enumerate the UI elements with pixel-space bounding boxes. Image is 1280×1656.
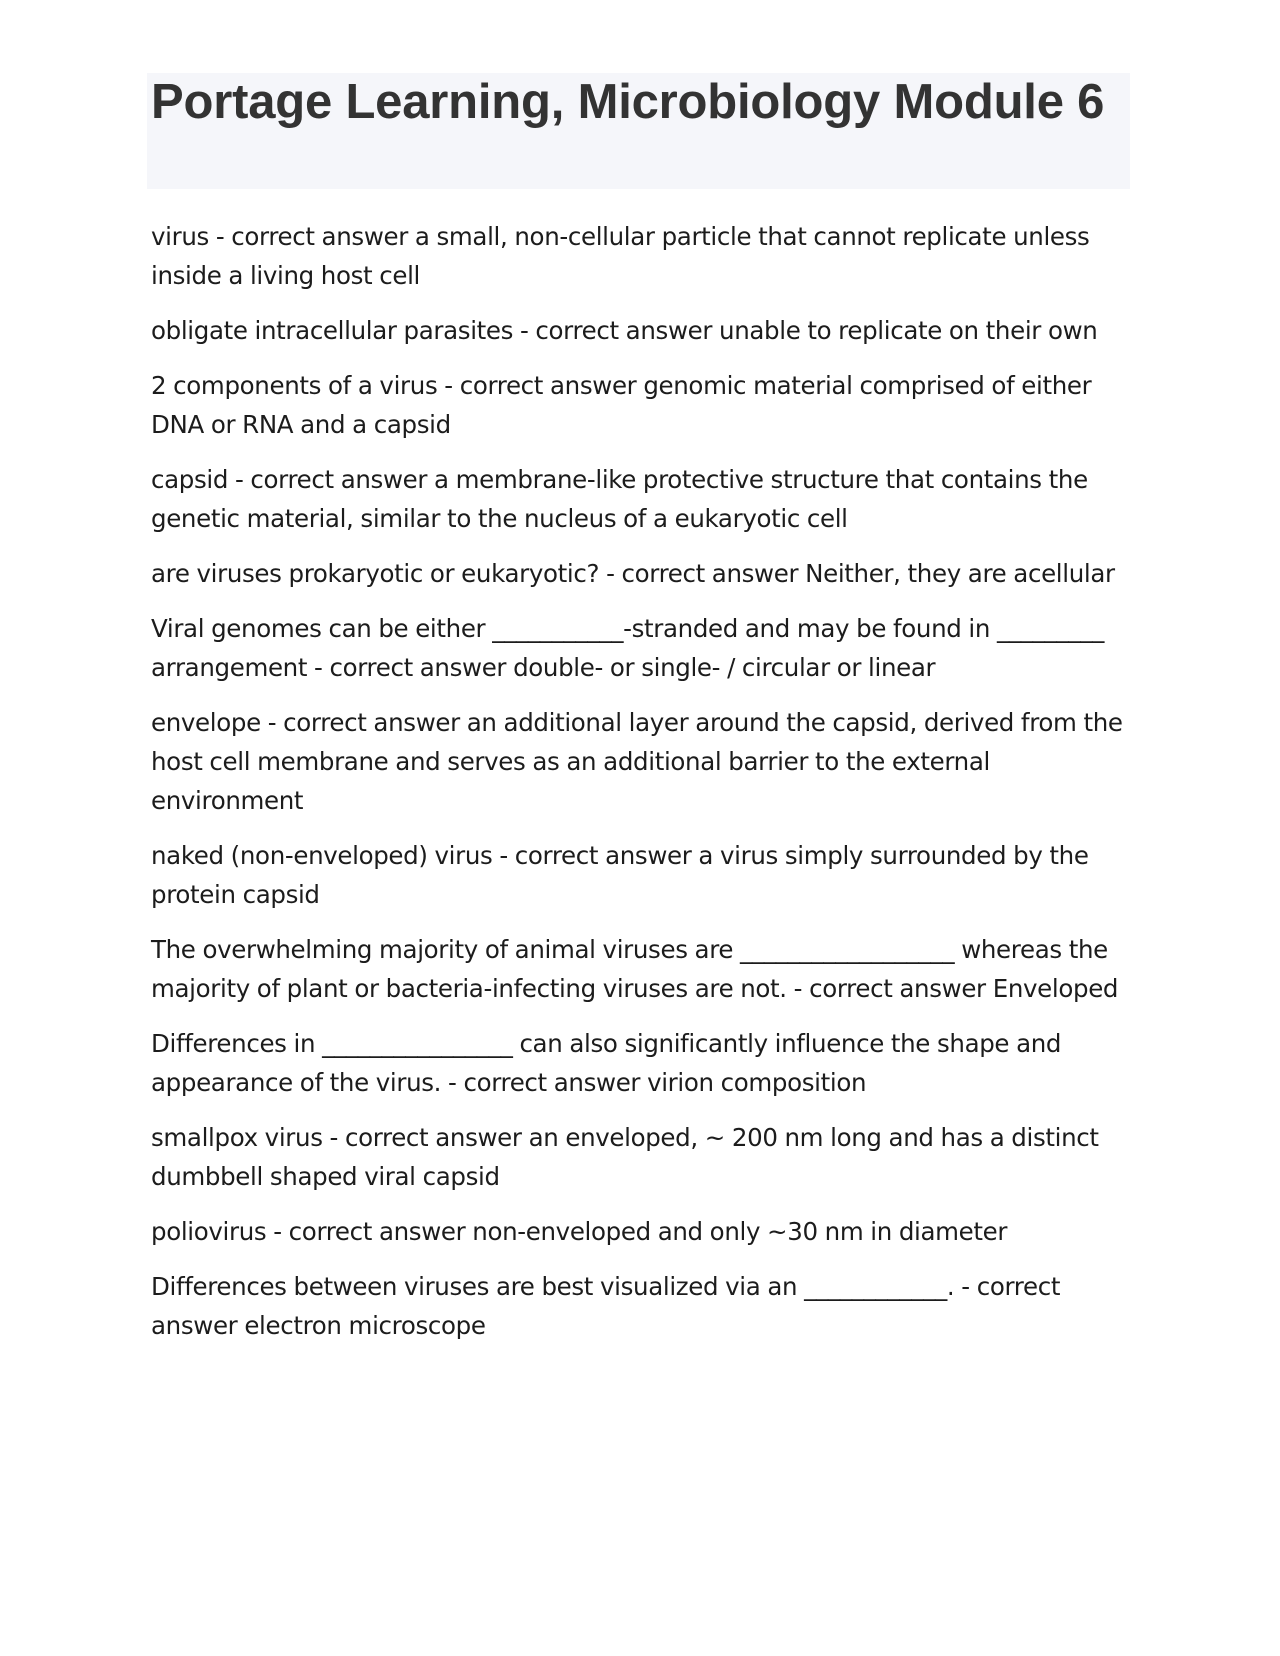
flashcard-item: capsid - correct answer a membrane-like protective structure that contains the genetic material, similar to the nucleus of a eukaryotic cell [151,465,1088,533]
flashcard-item: Differences between viruses are best visualized via an ____________. - correct answer electron microscope [151,1272,1061,1340]
flashcard-item: Differences in ________________ can also significantly influence the shape and appearance of the virus. - correct answer virion composition [151,1029,1062,1097]
flashcard-item: are viruses prokaryotic or eukaryotic? - correct answer Neither, they are acellular [151,559,1115,588]
flashcard-item: Viral genomes can be either ___________-stranded and may be found in _________ arrangement - correct answer double- or single- / circular or linear [151,614,1105,682]
flashcard-item: smallpox virus - correct answer an enveloped, ~ 200 nm long and has a distinct dumbbell shaped viral capsid [151,1123,1099,1191]
flashcard-list [151,217,1136,1361]
flashcard-item: 2 components of a virus - correct answer genomic material comprised of either DNA or RNA and a capsid [151,371,1092,439]
flashcard-item: obligate intracellular parasites - correct answer unable to replicate on their own [151,316,1098,345]
flashcard-item: The overwhelming majority of animal viruses are __________________ whereas the majority of plant or bacteria-infecting viruses are not. - correct answer Enveloped [151,935,1119,1003]
title-banner [147,73,1130,189]
document-title: Portage Learning, Microbiology Module 6 [151,75,1105,129]
flashcard-item: envelope - correct answer an additional layer around the capsid, derived from the host cell membrane and serves as an additional barrier to the external environment [151,708,1123,815]
flashcard-item: naked (non-enveloped) virus - correct answer a virus simply surrounded by the protein capsid [151,841,1089,909]
flashcard-item: poliovirus - correct answer non-enveloped and only ~30 nm in diameter [151,1217,1008,1246]
flashcard-item: virus - correct answer a small, non-cellular particle that cannot replicate unless inside a living host cell [151,222,1090,290]
